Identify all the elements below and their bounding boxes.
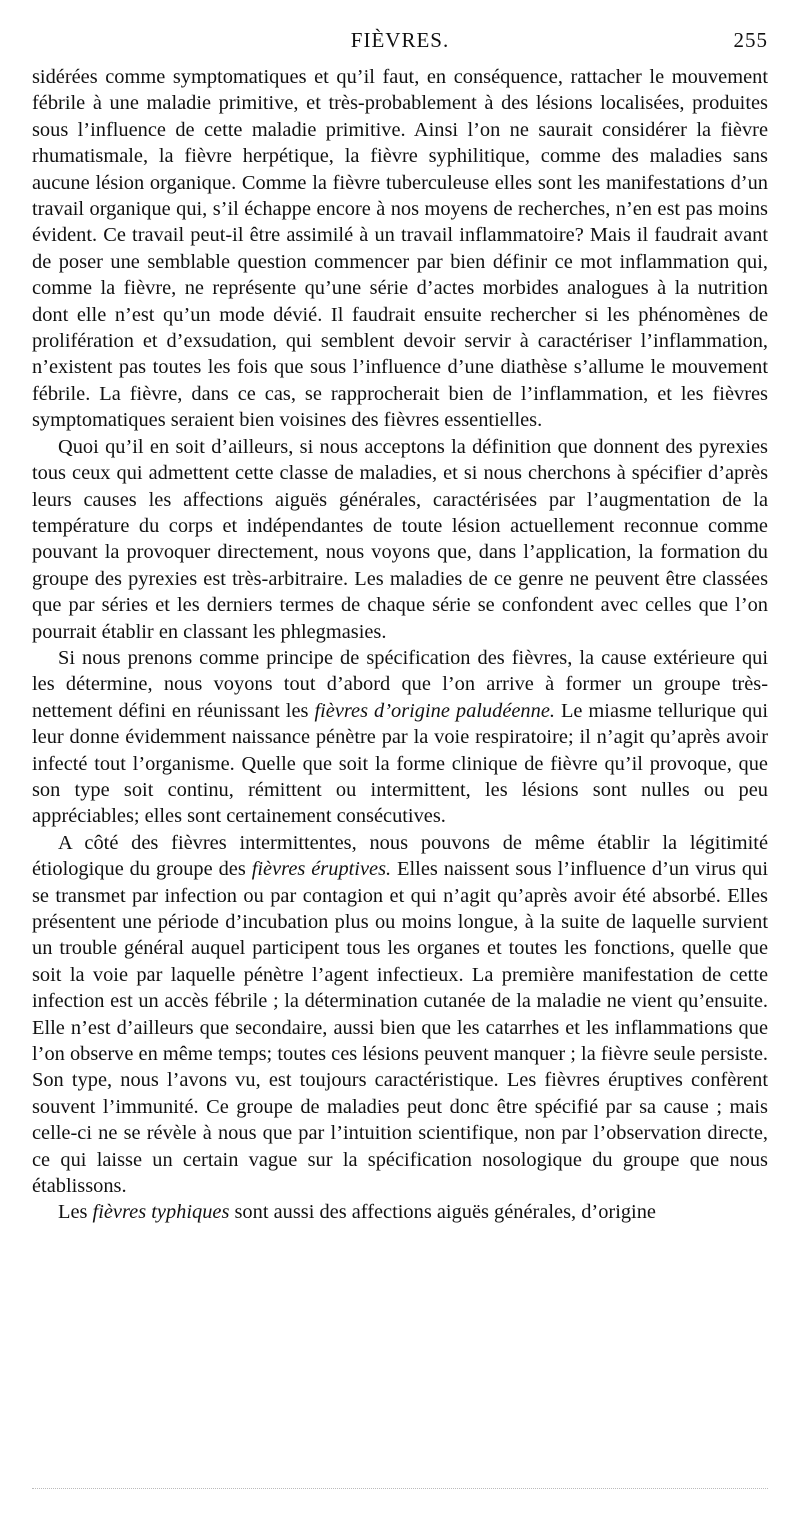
paragraph-4-text-a: A côté des fièvres intermittentes, nous pouvons de même établir la légitimité étiologique du groupe des [32, 831, 768, 881]
paragraph-1 [32, 64, 768, 434]
paragraph-2 [32, 434, 768, 645]
paragraph-5-text-a: Les [58, 1201, 93, 1224]
paragraph-3-text-b: Le miasme tellurique qui leur donne évidemment naissance pénètre par la voie respiratoire; il n’agit qu’après avoir infecté tout l’organisme. Quelle que soit la forme clinique de fièvre qu’il provoque, que son type soit continu, rémittent ou intermittent, les lésions sont nulles ou peu appréciables; elles sont certainement consécutives. [32, 699, 769, 828]
paragraph-5 [32, 1199, 768, 1225]
running-head [32, 28, 768, 58]
page-number: 255 [733, 28, 768, 52]
book-page [32, 28, 768, 1226]
paragraph-5-text-b: sont aussi des affections aiguës générales, d’origine [229, 1201, 656, 1224]
paragraph-1-text: sidérées comme symptomatiques et qu’il faut, en conséquence, rattacher le mouvement fébrile à une maladie primitive, et très-probablement à des lésions localisées, produites sous l’influence de cette maladie primitive. Ainsi l’on ne saurait considérer la fièvre rhumatismale, la fièvre herpétique, la fièvre syphilitique, comme des maladies sans aucune lésion organique. Comme la fièvre tuberculeuse elles sont les manifestations d’un travail organique qui, s’il échappe encore à nos moyens de recherches, n’en est pas moins évident. Ce travail peut-il être assimilé à un travail inflammatoire? Mais il faudrait avant de poser une semblable question commencer par bien définir ce mot inflammation qui, comme la fièvre, ne représente qu’une série d’actes morbides analogues à la nutrition dont elle n’est qu’un mode dévié. Il faudrait ensuite rechercher si les phénomènes de prolifération et d’exsudation, qui semblent devoir servir à caractériser l’inflammation, n’existent pas toutes les fois que sous l’influence d’une diathèse s’allume le mouvement fébrile. La fièvre, dans ce cas, se rapprocherait bien de l’inflammation, et les fièvres symptomatiques seraient bien voisines des fièvres essentielles. [32, 66, 768, 432]
paragraph-4-italic-term: fièvres éruptives. [251, 858, 392, 881]
paragraph-5-italic-term: fièvres typhiques [92, 1201, 230, 1224]
paragraph-3 [32, 645, 768, 830]
footer-scan-artifact [32, 1488, 768, 1489]
running-title: FIÈVRES. [350, 28, 450, 52]
body-text [32, 64, 768, 1226]
paragraph-4 [32, 830, 768, 1200]
paragraph-4-text-b: Elles naissent sous l’influence d’un virus qui se transmet par infection ou par contagion et qui n’agit qu’après avoir été absorbé. Elles présentent une période d’incubation plus ou moins longue, à la suite de laquelle survient un trouble général auquel participent tous les organes et toutes les fonctions, quelle que soit la voie par laquelle pénètre l’agent infectieux. La première manifestation de cette infection est un accès fébrile ; la détermination cutanée de la maladie ne vient qu’ensuite. Elle n’est d’ailleurs que secondaire, aussi bien que les catarrhes et les inflammations que l’on observe en même temps; toutes ces lésions peuvent manquer ; la fièvre seule persiste. Son type, nous l’avons vu, est toujours caractéristique. Les fièvres éruptives confèrent souvent l’immunité. Ce groupe de maladies peut donc être spécifié par sa cause ; mais celle-ci ne se révèle à nous que par l’intuition scientifique, non par l’observation directe, ce qui laisse un certain vague sur la spécification nosologique du groupe que nous établissons. [32, 858, 768, 1198]
paragraph-3-italic-term: fièvres d’origine paludéenne. [314, 699, 555, 722]
paragraph-2-text: Quoi qu’il en soit d’ailleurs, si nous acceptons la définition que donnent des pyrexies tous ceux qui admettent cette classe de maladies, et si nous cherchons à spécifier d’après leurs causes les affections aiguës générales, caractérisées par l’augmentation de la température du corps et indépendantes de toute lésion actuellement reconnue comme pouvant la provoquer directement, nous voyons que, dans l’application, la formation du groupe des pyrexies est très-arbitraire. Les maladies de ce genre ne peuvent être classées que par séries et les derniers termes de chaque série se confondent avec celles que l’on pourrait établir en classant les phlegmasies. [32, 435, 768, 643]
paragraph-3-text-a: Si nous prenons comme principe de spécification des fièvres, la cause extérieure qui les détermine, nous voyons tout d’abord que l’on arrive à former un groupe très-nettement défini en réunissant les [32, 646, 768, 722]
